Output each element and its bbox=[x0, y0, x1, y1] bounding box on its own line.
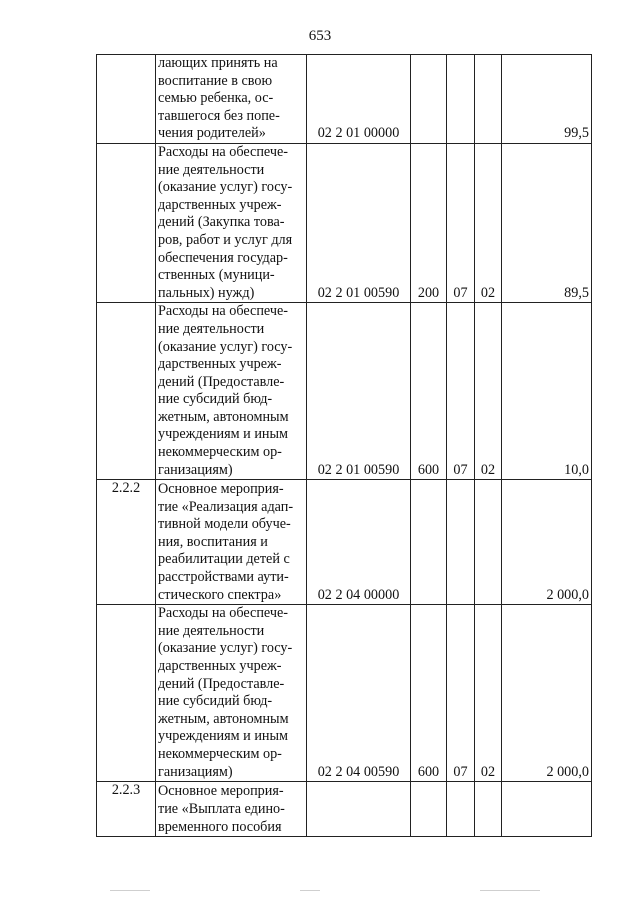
row-number-cell bbox=[97, 303, 156, 480]
item-name-line: стического спектра» bbox=[158, 586, 282, 603]
item-name-line: жетным, автономным bbox=[158, 710, 289, 727]
amount-cell: 10,0 bbox=[502, 303, 592, 480]
item-name-line: ние субсидий бюд- bbox=[158, 693, 273, 710]
row-number-cell: 2.2.3 bbox=[97, 782, 156, 837]
item-name-cell bbox=[156, 605, 307, 782]
amount-cell: 2 000,0 bbox=[502, 480, 592, 605]
expense-type-cell bbox=[411, 782, 447, 837]
scan-artifact bbox=[300, 890, 320, 891]
row-number-cell bbox=[97, 143, 156, 302]
item-name-line: ние деятельности bbox=[158, 320, 265, 337]
item-name-line: Основное мероприя- bbox=[158, 783, 284, 800]
table-row bbox=[97, 55, 592, 144]
target-article-cell: 02 2 01 00000 bbox=[307, 55, 411, 144]
section-cell: 07 bbox=[447, 303, 475, 480]
expense-type-cell: 600 bbox=[411, 303, 447, 480]
item-name-line: дарственных учреж- bbox=[158, 196, 282, 213]
section-cell bbox=[447, 782, 475, 837]
table-body bbox=[97, 55, 592, 837]
item-name-line: Расходы на обеспече- bbox=[158, 605, 289, 622]
target-article-cell: 02 2 01 00590 bbox=[307, 143, 411, 302]
item-name-line: некоммерческим ор- bbox=[158, 746, 282, 762]
item-name-line: жетным, автономным bbox=[158, 408, 289, 425]
subsection-cell: 02 bbox=[475, 605, 502, 782]
item-name-line: ров, работ и услуг для bbox=[158, 231, 293, 248]
amount-cell: 2 000,0 bbox=[502, 605, 592, 782]
item-name-line: (оказание услуг) госу- bbox=[158, 338, 293, 355]
table-row bbox=[97, 605, 592, 782]
subsection-cell: 02 bbox=[475, 143, 502, 302]
item-name-line: тавшегося без попе- bbox=[158, 107, 280, 124]
amount-cell: 99,5 bbox=[502, 55, 592, 144]
scan-artifact bbox=[110, 890, 150, 891]
table-row bbox=[97, 143, 592, 302]
item-name-line: дарственных учреж- bbox=[158, 356, 282, 373]
item-name-line: ния, воспитания и bbox=[158, 533, 268, 550]
target-article-cell bbox=[307, 782, 411, 837]
section-cell bbox=[447, 480, 475, 605]
target-article-cell: 02 2 04 00590 bbox=[307, 605, 411, 782]
item-name-line: (оказание услуг) госу- bbox=[158, 179, 293, 196]
target-article-cell: 02 2 04 00000 bbox=[307, 480, 411, 605]
item-name-line: тие «Выплата едино- bbox=[158, 801, 285, 817]
subsection-cell: 02 bbox=[475, 303, 502, 480]
table-row bbox=[97, 782, 592, 837]
item-name-line: временного пособия bbox=[158, 818, 282, 835]
item-name-line: ганизациям) bbox=[158, 763, 233, 780]
item-name-line: воспитание в свою bbox=[158, 72, 273, 89]
budget-table bbox=[96, 54, 592, 837]
target-article-cell: 02 2 01 00590 bbox=[307, 303, 411, 480]
item-name-line: дений (Закупка това- bbox=[158, 214, 285, 231]
subsection-cell bbox=[475, 55, 502, 144]
item-name-line: лающих принять на bbox=[158, 55, 278, 71]
item-name-line: семью ребенка, ос- bbox=[158, 90, 274, 107]
item-name-line: тие «Реализация адап- bbox=[158, 498, 294, 515]
scan-artifact bbox=[480, 890, 540, 891]
item-name-line: обеспечения государ- bbox=[158, 249, 288, 266]
subsection-cell bbox=[475, 782, 502, 837]
item-name-line: ние субсидий бюд- bbox=[158, 391, 273, 408]
row-number-cell bbox=[97, 605, 156, 782]
page-number: 653 bbox=[308, 28, 332, 44]
row-number-cell bbox=[97, 55, 156, 144]
expense-type-cell bbox=[411, 55, 447, 144]
item-name-line: Расходы на обеспече- bbox=[158, 143, 289, 160]
expense-type-cell: 600 bbox=[411, 605, 447, 782]
item-name-line: Расходы на обеспече- bbox=[158, 303, 289, 320]
item-name-line: некоммерческим ор- bbox=[158, 444, 282, 461]
expense-type-cell bbox=[411, 480, 447, 605]
item-name-line: ние деятельности bbox=[158, 622, 265, 639]
item-name-cell bbox=[156, 143, 307, 302]
amount-cell bbox=[502, 782, 592, 837]
item-name-line: Основное мероприя- bbox=[158, 481, 284, 498]
item-name-line: учреждениям и иным bbox=[158, 426, 289, 443]
section-cell: 07 bbox=[447, 605, 475, 782]
item-name-line: тивной модели обуче- bbox=[158, 516, 291, 533]
item-name-line: реабилитации детей с bbox=[158, 551, 290, 568]
item-name-line: дений (Предоставле- bbox=[158, 675, 285, 692]
item-name-line: дарственных учреж- bbox=[158, 658, 282, 675]
section-cell: 07 bbox=[447, 143, 475, 302]
item-name-line: учреждениям и иным bbox=[158, 728, 289, 745]
section-cell bbox=[447, 55, 475, 144]
item-name-line: пальных) нужд) bbox=[158, 284, 255, 301]
item-name-line: ганизациям) bbox=[158, 461, 233, 478]
item-name-cell bbox=[156, 480, 307, 605]
table-row bbox=[97, 480, 592, 605]
table-row bbox=[97, 303, 592, 480]
item-name-line: дений (Предоставле- bbox=[158, 373, 285, 390]
item-name-line: расстройствами аути- bbox=[158, 569, 289, 586]
item-name-line: ние деятельности bbox=[158, 161, 265, 178]
row-number-cell: 2.2.2 bbox=[97, 480, 156, 605]
expense-type-cell: 200 bbox=[411, 143, 447, 302]
item-name-cell bbox=[156, 55, 307, 144]
subsection-cell bbox=[475, 480, 502, 605]
item-name-cell bbox=[156, 303, 307, 480]
item-name-line: чения родителей» bbox=[158, 125, 266, 142]
amount-cell: 89,5 bbox=[502, 143, 592, 302]
item-name-line: (оказание услуг) госу- bbox=[158, 640, 293, 657]
item-name-cell bbox=[156, 782, 307, 837]
item-name-line: ственных (муници- bbox=[158, 267, 275, 284]
